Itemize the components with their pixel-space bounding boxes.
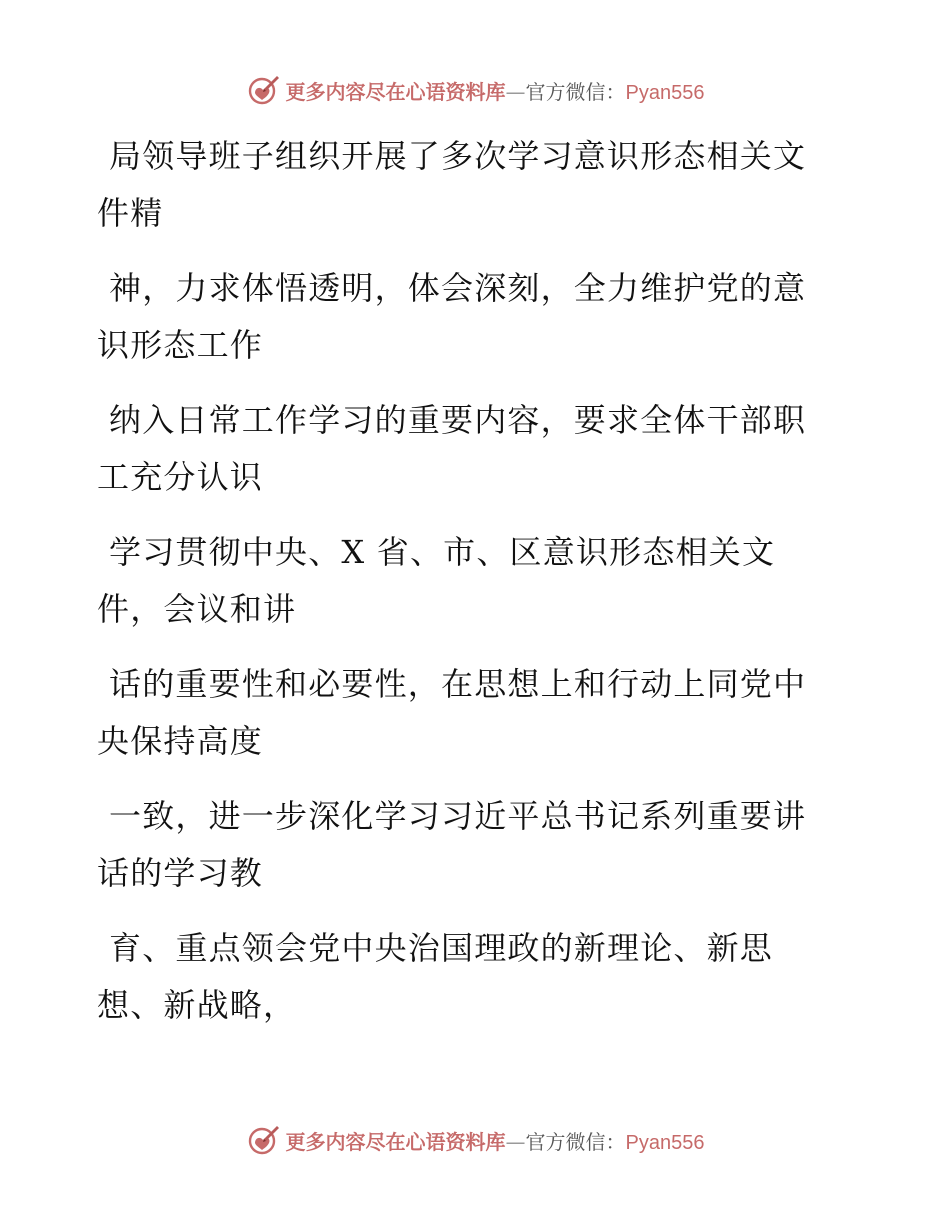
- paragraph-line: 纳入日常工作学习的重要内容，要求全体干部职: [109, 401, 807, 439]
- paragraph-line: 件，会议和讲: [97, 590, 297, 628]
- pen-heart-logo-icon: [246, 73, 280, 107]
- paragraph-line: 件精: [97, 194, 164, 232]
- paragraph-line: 一致，进一步深化学习习近平总书记系列重要讲: [109, 797, 807, 835]
- paragraph-line: 话的重要性和必要性，在思想上和行动上同党中: [109, 665, 807, 703]
- header-wechat-label: 官方微信：: [525, 79, 626, 104]
- paragraph: [97, 920, 837, 1034]
- header-watermark: [0, 70, 950, 110]
- paragraph-line: 想、新战略，: [97, 986, 297, 1024]
- footer-watermark-text: [286, 1126, 705, 1155]
- paragraph-line: 局领导班子组织开展了多次学习意识形态相关文: [109, 137, 807, 175]
- paragraph: [97, 392, 837, 506]
- paragraph-line: 识形态工作: [97, 326, 264, 364]
- header-watermark-text: [286, 76, 705, 105]
- pen-heart-logo-icon: [246, 1123, 280, 1157]
- paragraph-line: 工充分认识: [97, 458, 264, 496]
- header-brand: 更多内容尽在心语资料库: [285, 79, 506, 104]
- footer-watermark: [0, 1120, 950, 1160]
- paragraph: [97, 524, 837, 638]
- paragraph: [97, 260, 837, 374]
- footer-brand: 更多内容尽在心语资料库: [285, 1129, 506, 1154]
- header-dash: —: [505, 79, 526, 104]
- header-wechat-id: Pyan556: [625, 81, 705, 104]
- paragraph-line: 神，力求体悟透明，体会深刻，全力维护党的意: [109, 269, 807, 307]
- paragraph: [97, 788, 837, 902]
- paragraph: [97, 128, 837, 242]
- paragraph-line: 学习贯彻中央、X 省、市、区意识形态相关文: [109, 533, 776, 571]
- paragraph-line: 央保持高度: [97, 722, 264, 760]
- footer-wechat-label: 官方微信：: [525, 1129, 626, 1154]
- paragraph: [97, 656, 837, 770]
- paragraph-line: 话的学习教: [97, 854, 264, 892]
- footer-wechat-id: Pyan556: [625, 1131, 705, 1154]
- document-body: [97, 128, 837, 1034]
- paragraph-line: 育、重点领会党中央治国理政的新理论、新思: [109, 929, 774, 967]
- footer-dash: —: [505, 1129, 526, 1154]
